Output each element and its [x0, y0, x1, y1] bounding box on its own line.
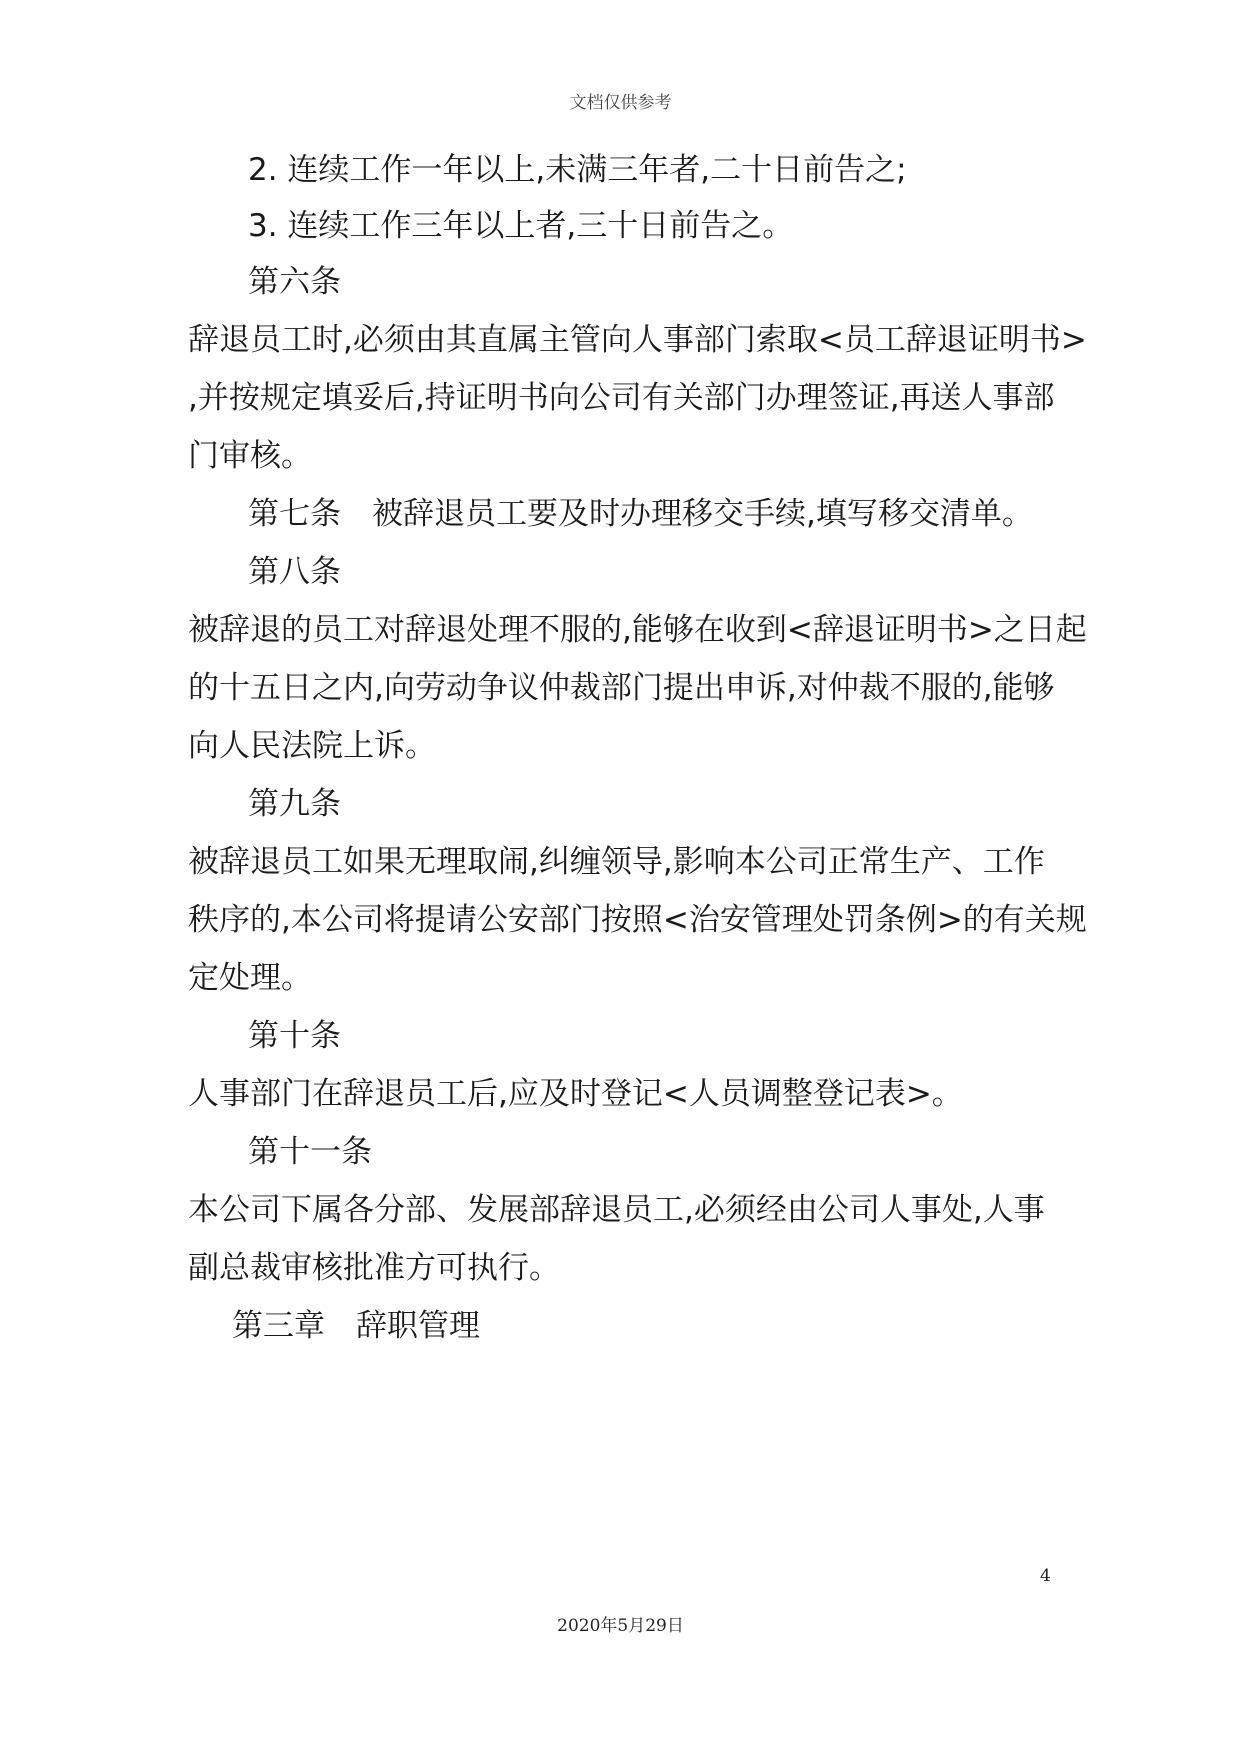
article-heading: 第十一条 — [248, 1134, 372, 1170]
body-line: 定处理。 — [188, 960, 312, 996]
body-line: 被辞退员工如果无理取闹,纠缠领导,影响本公司正常生产、工作 — [188, 844, 1045, 880]
page-footer-date: 2020年5月29日 — [557, 1616, 684, 1636]
body-line: ,并按规定填妥后,持证明书向公司有关部门办理签证,再送人事部 — [188, 380, 1055, 416]
article-heading: 第九条 — [248, 786, 341, 822]
body-line: 向人民法院上诉。 — [188, 728, 436, 764]
body-line: 门审核。 — [188, 438, 312, 474]
page-header: 文档仅供参考 — [569, 93, 672, 113]
body-line: 本公司下属各分部、发展部辞退员工,必须经由公司人事处,人事 — [188, 1192, 1045, 1228]
body-line: 副总裁审核批准方可执行。 — [188, 1250, 560, 1286]
body-line: 秩序的,本公司将提请公安部门按照<治安管理处罚条例>的有关规 — [188, 902, 1087, 938]
body-line: 的十五日之内,向劳动争议仲裁部门提出申诉,对仲裁不服的,能够 — [188, 670, 1055, 706]
body-line: 第七条 被辞退员工要及时办理移交手续,填写移交清单。 — [248, 496, 1033, 532]
body-line: 2. 连续工作一年以上,未满三年者,二十日前告之; — [248, 152, 907, 188]
body-line: 被辞退的员工对辞退处理不服的,能够在收到<辞退证明书>之日起 — [188, 612, 1087, 648]
chapter-heading: 第三章 辞职管理 — [232, 1308, 480, 1344]
page-number: 4 — [1040, 1566, 1051, 1586]
article-heading: 第六条 — [248, 264, 341, 300]
article-heading: 第十条 — [248, 1018, 341, 1054]
body-line: 人事部门在辞退员工后,应及时登记<人员调整登记表>。 — [188, 1076, 963, 1112]
body-line: 3. 连续工作三年以上者,三十日前告之。 — [248, 208, 794, 244]
body-line: 辞退员工时,必须由其直属主管向人事部门索取<员工辞退证明书> — [188, 322, 1087, 358]
article-heading: 第八条 — [248, 554, 341, 590]
